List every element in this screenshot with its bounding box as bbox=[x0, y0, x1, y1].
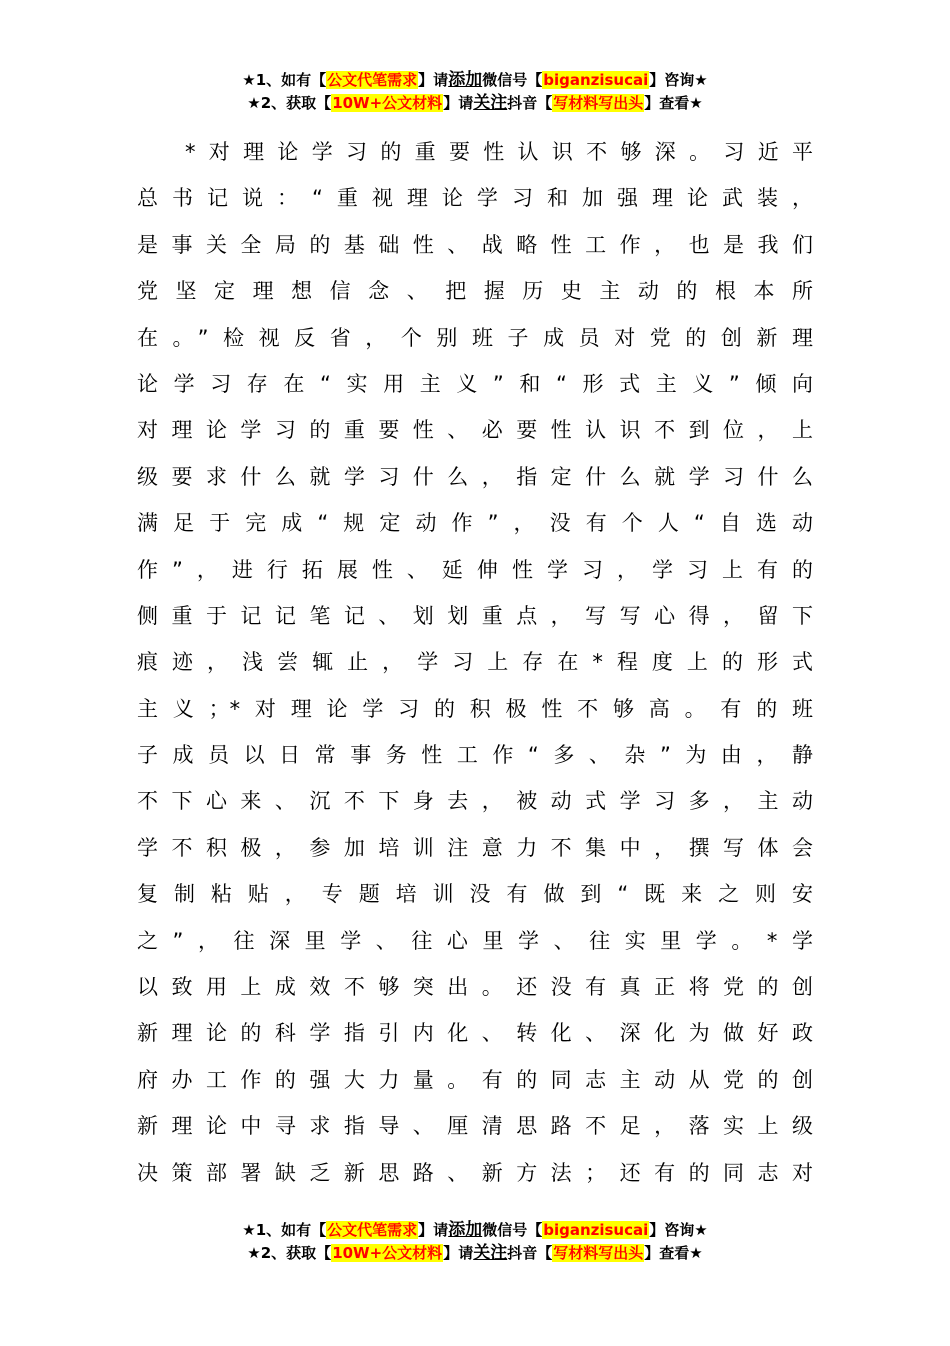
banner-text: 】请 bbox=[418, 71, 449, 89]
banner-line-1 bbox=[0, 1219, 950, 1242]
banner-highlight: biganzisucai bbox=[543, 71, 649, 89]
paragraph-line: 级要求什么就学习什么，指定什么就学习什么 bbox=[137, 464, 813, 489]
paragraph-line: 党坚定理想信念、把握历史主动的根本所 bbox=[137, 279, 813, 304]
paragraph-line: 复制粘贴，专题培训没有做到“既来之则安 bbox=[137, 882, 813, 907]
banner-text: ★1、如有【 bbox=[242, 71, 327, 89]
paragraph-line: 府办工作的强大力量。有的同志主动从党的创 bbox=[137, 1067, 813, 1092]
paragraph-line: 满足于完成“规定动作”，没有个人“自选动 bbox=[137, 511, 813, 536]
paragraph-line: 不下心来、沉不下身去，被动式学习多，主动 bbox=[137, 789, 813, 814]
banner-line-2 bbox=[0, 1242, 950, 1265]
banner-emphasis: 添加 bbox=[448, 70, 483, 90]
banner-highlight: 写材料写出头 bbox=[553, 94, 644, 112]
banner-text: 】请 bbox=[443, 94, 474, 112]
banner-highlight: 10W+公文材料 bbox=[332, 94, 443, 112]
paragraph-line: 以致用上成效不够突出。还没有真正将党的创 bbox=[137, 975, 813, 1000]
paragraph-line: 是事关全局的基础性、战略性工作，也是我们 bbox=[137, 232, 813, 257]
banner-text: 微信号【 bbox=[482, 1221, 543, 1239]
paragraph-line: 之”，往深里学、往心里学、往实里学。*学 bbox=[137, 928, 813, 953]
paragraph-line: *对理论学习的重要性认识不够深。习近平 bbox=[185, 140, 813, 164]
banner-text: 微信号【 bbox=[482, 71, 543, 89]
paragraph-line: 子成员以日常事务性工作“多、杂”为由，静 bbox=[137, 743, 813, 768]
banner-highlight: biganzisucai bbox=[543, 1221, 649, 1239]
footer-banner bbox=[0, 1219, 950, 1265]
banner-highlight: 写材料写出头 bbox=[553, 1244, 644, 1262]
paragraph-line: 决策部署缺乏新思路、新方法；还有的同志对 bbox=[137, 1160, 813, 1185]
paragraph-line: 总书记说：“重视理论学习和加强理论武装， bbox=[137, 186, 813, 211]
paragraph-line: 新理论的科学指引内化、转化、深化为做好政 bbox=[137, 1021, 813, 1046]
banner-text: ★2、获取【 bbox=[247, 94, 332, 112]
banner-text: 】查看★ bbox=[644, 1244, 703, 1262]
banner-emphasis: 关注 bbox=[473, 93, 508, 113]
paragraph-line: 侧重于记记笔记、划划重点，写写心得，留下 bbox=[137, 603, 813, 628]
banner-text: 抖音【 bbox=[507, 94, 553, 112]
banner-text: 】查看★ bbox=[644, 94, 703, 112]
banner-highlight: 10W+公文材料 bbox=[332, 1244, 443, 1262]
paragraph-line: 在。”检视反省，个别班子成员对党的创新理 bbox=[137, 325, 813, 350]
banner-emphasis: 关注 bbox=[473, 1243, 508, 1263]
paragraph-line: 痕迹，浅尝辄止，学习上存在*程度上的形式 bbox=[137, 650, 813, 675]
document-body bbox=[137, 129, 813, 1196]
banner-text: ★1、如有【 bbox=[242, 1221, 327, 1239]
banner-line-1 bbox=[0, 69, 950, 92]
paragraph-line: 论学习存在“实用主义”和“形式主义”倾向 bbox=[137, 371, 813, 396]
paragraph-line: 主义；*对理论学习的积极性不够高。有的班 bbox=[137, 696, 813, 721]
paragraph-line: 学不积极，参加培训注意力不集中，撰写体会 bbox=[137, 835, 813, 860]
banner-highlight: 公文代笔需求 bbox=[327, 71, 418, 89]
banner-text: 】咨询★ bbox=[649, 71, 708, 89]
banner-text: 】请 bbox=[443, 1244, 474, 1262]
banner-emphasis: 添加 bbox=[448, 1220, 483, 1240]
banner-highlight: 公文代笔需求 bbox=[327, 1221, 418, 1239]
paragraph-line: 作”，进行拓展性、延伸性学习，学习上有的 bbox=[137, 557, 813, 582]
paragraph-line: 新理论中寻求指导、厘清思路不足，落实上级 bbox=[137, 1114, 813, 1139]
banner-text: 】咨询★ bbox=[649, 1221, 708, 1239]
banner-line-2 bbox=[0, 92, 950, 115]
header-banner bbox=[0, 69, 950, 115]
banner-text: 】请 bbox=[418, 1221, 449, 1239]
paragraph-line: 对理论学习的重要性、必要性认识不到位，上 bbox=[137, 418, 813, 443]
banner-text: 抖音【 bbox=[507, 1244, 553, 1262]
banner-text: ★2、获取【 bbox=[247, 1244, 332, 1262]
